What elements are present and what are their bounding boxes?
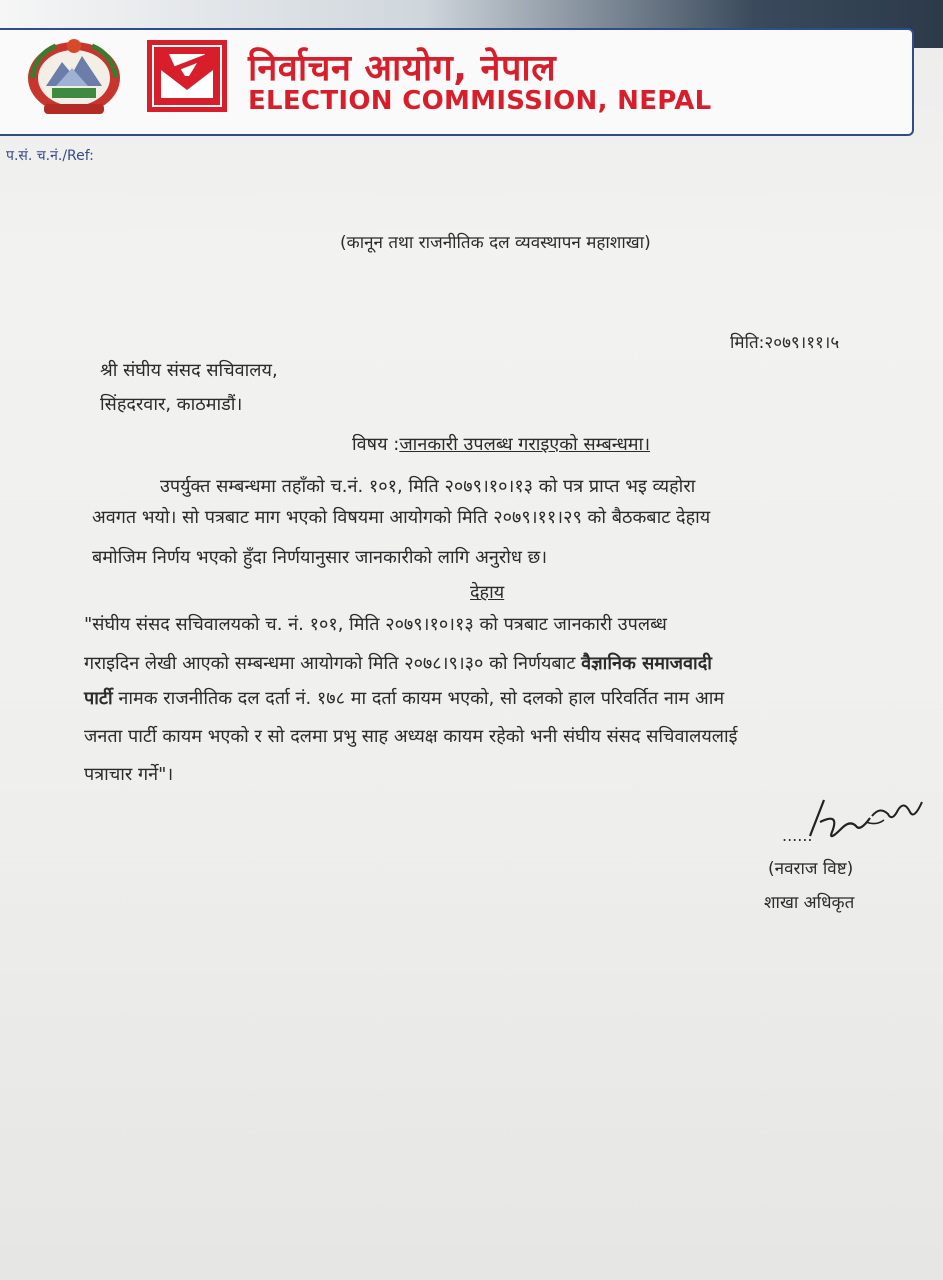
letter-date: मिति:२०७९।११।५ bbox=[730, 333, 840, 353]
signatory-name: (नवराज विष्ट) bbox=[768, 859, 854, 879]
dehay-heading: देहाय bbox=[470, 582, 505, 603]
commission-title-english: ELECTION COMMISSION, NEPAL bbox=[248, 86, 712, 116]
subject-line bbox=[352, 432, 650, 456]
addressee-line-1: श्री संघीय संसद सचिवालय, bbox=[100, 360, 278, 381]
reference-label: प.सं. च.नं./Ref: bbox=[6, 148, 94, 164]
quote-line bbox=[84, 651, 712, 675]
signature-dots: ...... bbox=[782, 826, 813, 845]
commission-title-nepali: निर्वाचन आयोग, नेपाल bbox=[248, 48, 557, 89]
body-line: उपर्युक्त सम्बन्धमा तहाँको च.नं. १०१, मिति २०७९।१०।१३ को पत्र प्राप्त भइ व्यहोरा bbox=[160, 476, 696, 497]
party-name-highlight-cont: पार्टी bbox=[84, 688, 113, 709]
quote-text: गराइदिन लेखी आएको सम्बन्धमा आयोगको मिति २०७८।९।३० को निर्णयबाट bbox=[84, 653, 582, 674]
nepal-emblem-icon bbox=[22, 34, 126, 118]
election-commission-logo-icon bbox=[147, 40, 227, 112]
signatory-designation: शाखा अधिकृत bbox=[764, 893, 855, 913]
addressee-line-2: सिंहदरवार, काठमाडौं। bbox=[100, 394, 243, 415]
body-line: अवगत भयो। सो पत्रबाट माग भएको विषयमा आयोगको मिति २०७९।११।२९ को बैठकबाट देहाय bbox=[92, 507, 711, 528]
division-name: (कानून तथा राजनीतिक दल व्यवस्थापन महाशाखा) bbox=[340, 233, 651, 253]
body-line: बमोजिम निर्णय भएको हुँदा निर्णयानुसार जानकारीको लागि अनुरोध छ। bbox=[92, 547, 548, 568]
party-name-highlight: वैज्ञानिक समाजवादी bbox=[581, 653, 712, 674]
subject-label: विषय : bbox=[352, 434, 400, 455]
quote-line: जनता पार्टी कायम भएको र सो दलमा प्रभु साह अध्यक्ष कायम रहेको भनी संघीय संसद सचिवालयलाई bbox=[84, 726, 738, 747]
quote-line: "संघीय संसद सचिवालयको च. नं. १०१, मिति २०७९।१०।१३ को पत्रबाट जानकारी उपलब्ध bbox=[84, 614, 667, 635]
quote-line bbox=[84, 686, 724, 710]
subject-text: जानकारी उपलब्ध गराइएको सम्बन्धमा। bbox=[399, 434, 651, 455]
quote-text: नामक राजनीतिक दल दर्ता नं. १७८ मा दर्ता कायम भएको, सो दलको हाल परिवर्तित नाम आम bbox=[112, 688, 725, 709]
quote-line: पत्राचार गर्ने"। bbox=[84, 764, 174, 785]
